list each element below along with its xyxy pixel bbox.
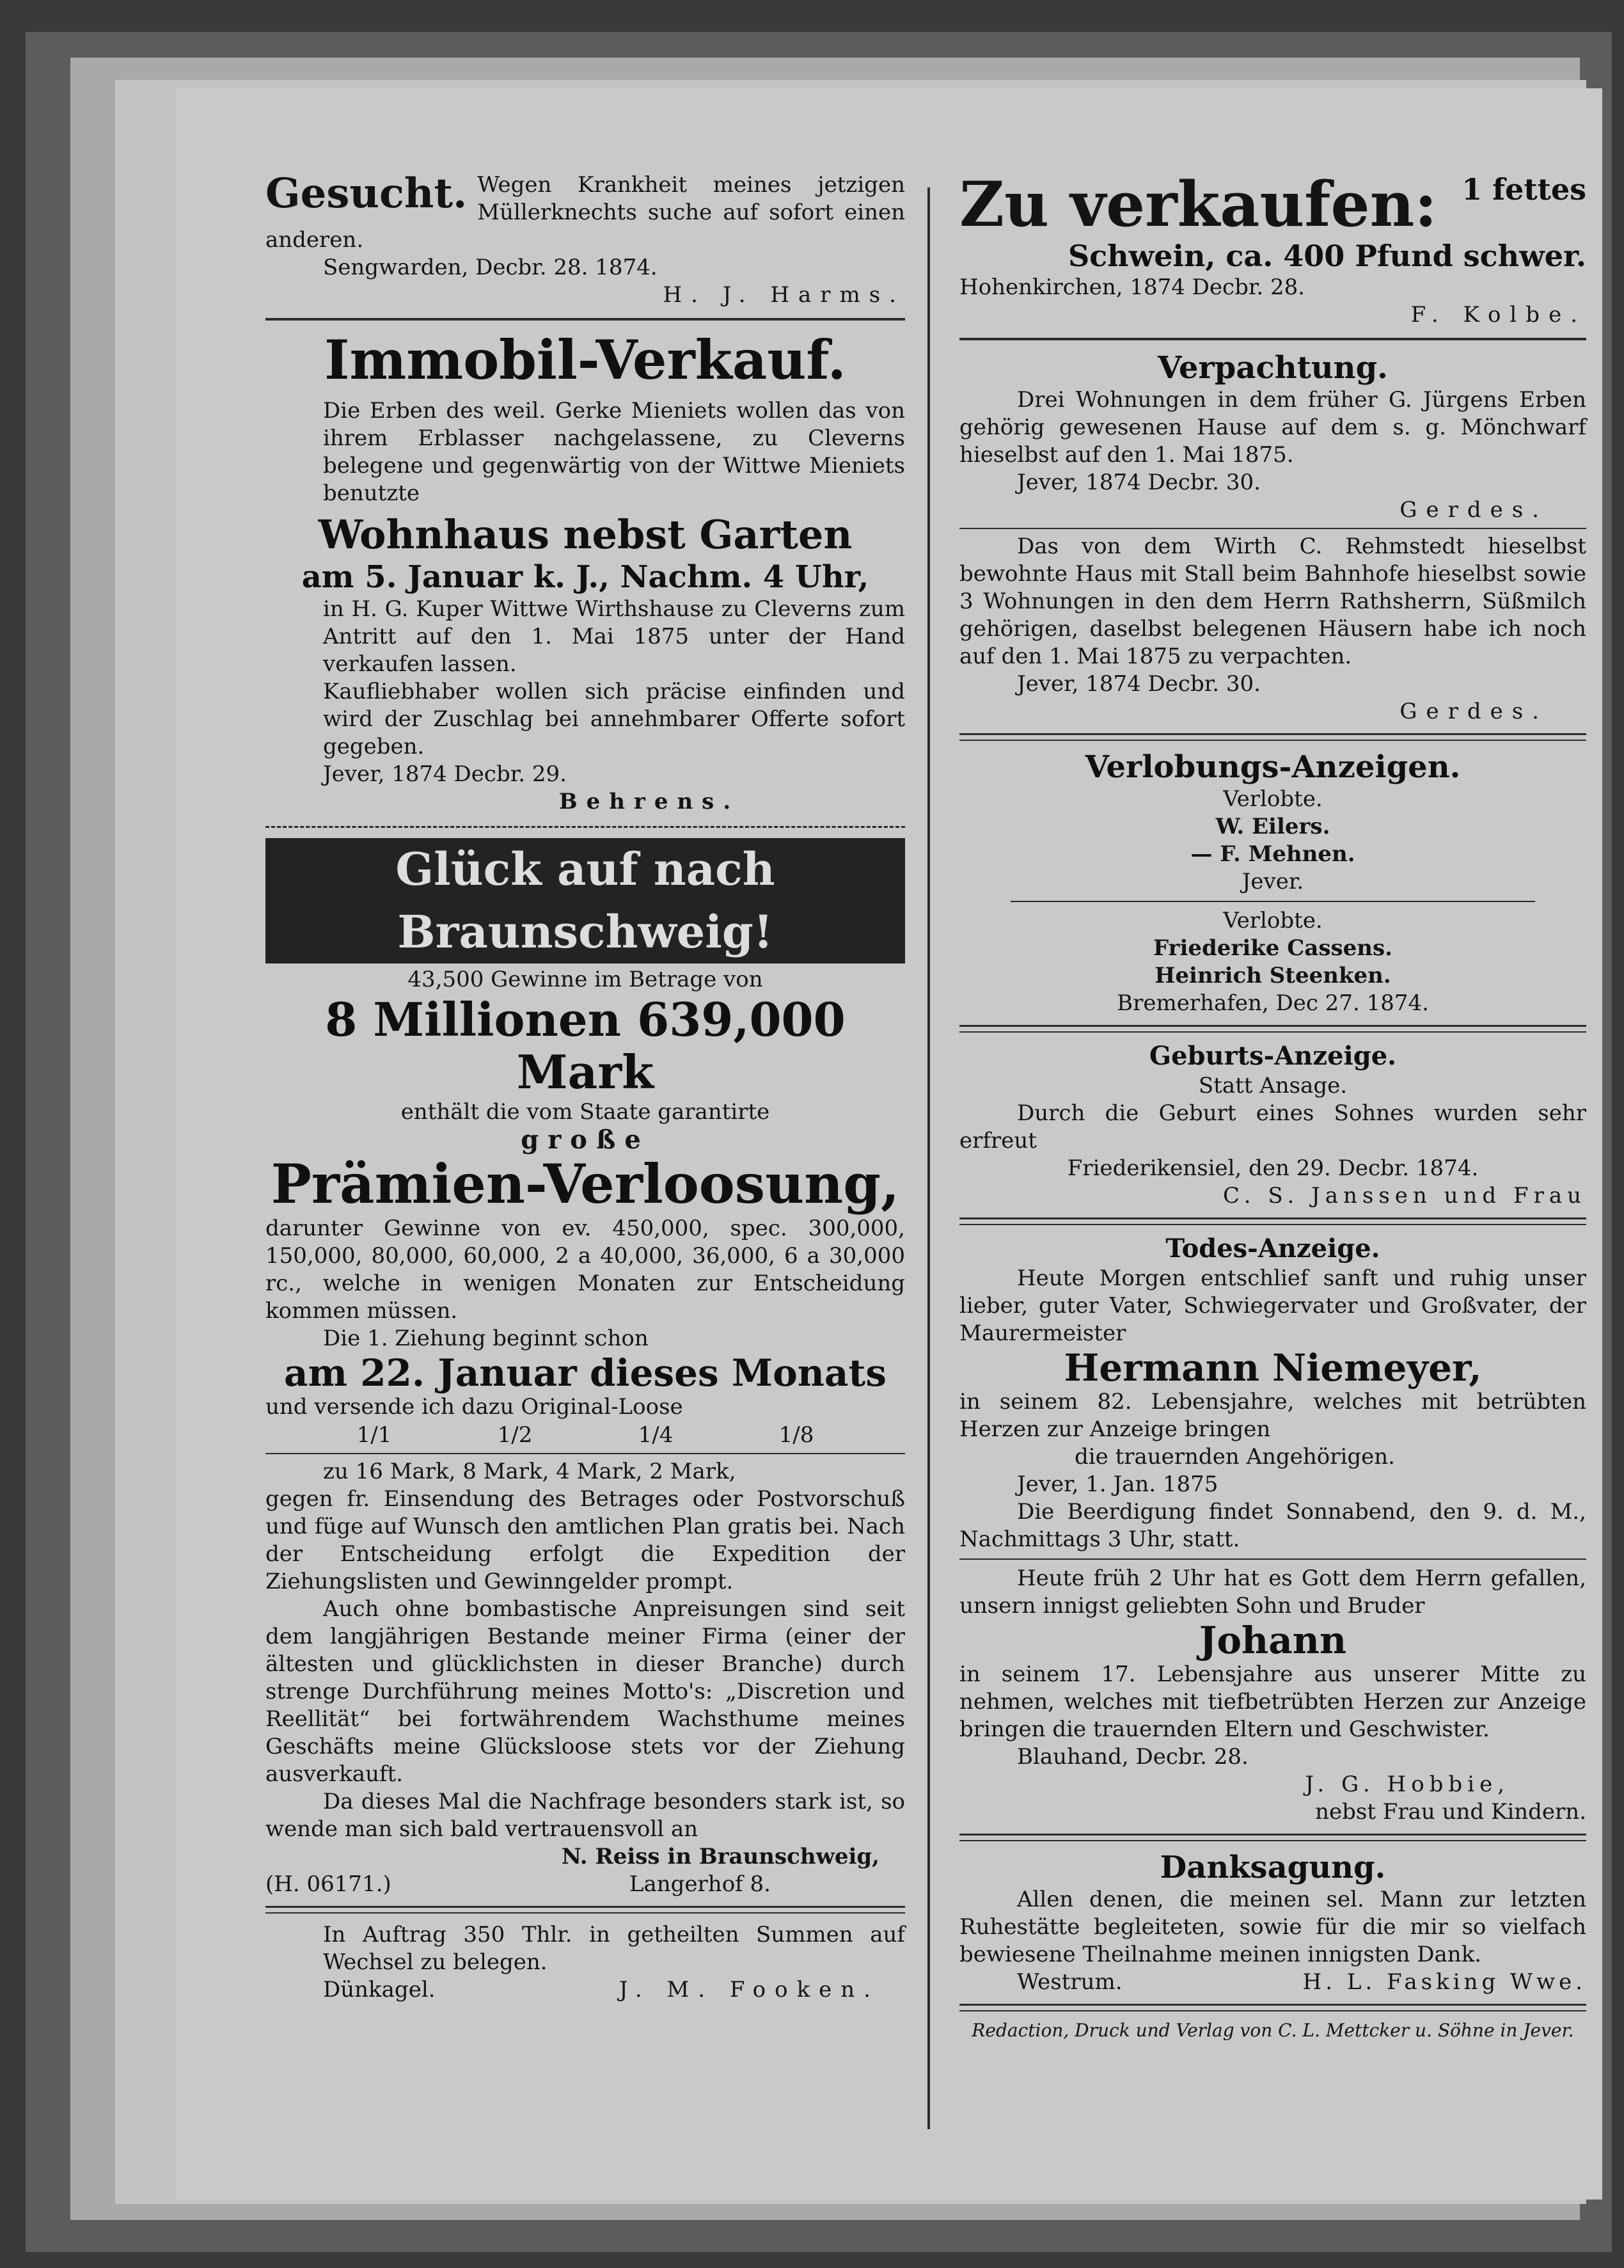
place-date: Bremerhafen, Dec 27. 1874. — [1117, 990, 1429, 1016]
ad-immobil — [265, 329, 905, 816]
ad-text: Wegen Krankheit meines jetzigen Müllerknechts suche auf sofort einen anderen. — [265, 172, 905, 253]
ad-title: Prämien-Verloosung, — [271, 1152, 900, 1216]
ad-title: Gesucht. — [265, 170, 468, 218]
newspaper-page — [176, 88, 1602, 2200]
ad-text: in H. G. Kuper Wittwe Wirthshause zu Cleverns zum Antritt auf den 1. Mai 1875 unter der Hand verkaufen lassen. — [323, 596, 905, 677]
big-amount: 8 Millionen 639,000 Mark — [325, 992, 846, 1099]
signature: H. J. Harms. — [663, 282, 905, 308]
ad-lotterie — [265, 838, 905, 1898]
ad-geburt — [959, 1040, 1586, 1210]
ad-text: Kaufliebhaber wollen sich präcise einfinden und wird der Zuschlag bei annehmbarer Offerte sofort gegeben. — [323, 679, 905, 759]
divider — [265, 1453, 905, 1454]
ad-title: Geburts-Anzeige. — [1149, 1041, 1397, 1071]
ad-title: Zu verkaufen: — [959, 168, 1437, 241]
ad-text: In Auftrag 350 Thlr. in getheilten Summen auf Wechsel zu belegen. — [323, 1922, 905, 1975]
grosse-label: große — [521, 1125, 650, 1155]
label: Verlobte. — [1223, 786, 1323, 812]
fraction: 1/2 — [497, 1422, 533, 1448]
ad-text: Drei Wohnungen in dem früher G. Jürgens Erben gehörig gewesenen Hause auf dem s. g. Mönchwarf hieselbst auf den 1. Mai 1875. — [959, 387, 1586, 468]
place-date: Hohenkirchen, 1874 Decbr. 28. — [959, 274, 1305, 300]
ad-todes — [959, 1233, 1586, 1553]
place: Dünkagel. — [323, 1977, 436, 2002]
ad-verpachtung — [959, 349, 1586, 726]
ad-text: Heute Morgen entschlief sanft und ruhig unser lieber, guter Vater, Schwiegervater und Großvater, der Maurermeister — [959, 1265, 1586, 1346]
date-headline: am 22. Januar dieses Monats — [284, 1351, 887, 1395]
signature: J. G. Hobbie, — [1305, 1772, 1510, 1797]
signature: Gerdes. — [1399, 699, 1548, 724]
divider — [1011, 901, 1535, 902]
signature: C. S. Janssen und Frau — [1222, 1183, 1586, 1209]
ad-text: und versende ich dazu Original-Loose — [265, 1394, 683, 1420]
name-headline: Johann — [1199, 1619, 1347, 1662]
name: Heinrich Steenken. — [1155, 963, 1391, 988]
ad-text: darunter Gewinne von ev. 450,000, spec. 300,000, 150,000, 80,000, 60,000, 2 a 40,000, 36,000, 6 a 30,000 rc., welche in wenigen Monaten zur Entscheidung kommen müssen. — [265, 1216, 905, 1324]
signature: F. Kolbe. — [1410, 302, 1586, 328]
divider — [959, 733, 1586, 741]
place-date: Jever, 1874 Decbr. 30. — [1017, 470, 1261, 495]
ad-text: Die Beerdigung findet Sonnabend, den 9. d. M., Nachmittags 3 Uhr, statt. — [959, 1499, 1586, 1552]
ad-text: Die Erben des weil. Gerke Mieniets wollen das von ihrem Erblasser nachgelassene, zu Cleverns belegene und gegenwärtig von der Wittwe Mieniets benutzte — [323, 398, 905, 506]
signature: H. L. Fasking Wwe. — [1302, 1969, 1586, 1995]
ad-text: Da dieses Mal die Nachfrage besonders stark ist, so wende man sich bald vertrauensvoll an — [265, 1789, 905, 1842]
divider — [265, 1906, 905, 1914]
place: Westrum. — [1017, 1969, 1123, 1995]
label: Statt Ansage. — [1198, 1073, 1348, 1098]
column-divider — [927, 187, 930, 2129]
place-date: Friederikensiel, den 29. Decbr. 1874. — [1067, 1155, 1479, 1181]
ad-text: 1 fettes Schwein, ca. 400 Pfund schwer. — [1068, 172, 1586, 273]
ad-text: Das von dem Wirth C. Rehmstedt hieselbst bewohnte Haus mit Stall beim Bahnhofe hieselbst sowie 3 Wohnungen in den dem Herrn Rathsherrn, Süßmilch gehörigen, daselbst belegenen Häusern habe ich noch auf den 1. Mai 1875 zu verpachten. — [959, 534, 1586, 669]
label: Verlobte. — [1223, 908, 1323, 933]
name: — F. Mehnen. — [1190, 841, 1355, 867]
place: Jever. — [1242, 869, 1304, 894]
banner-title: Glück auf nach Braunschweig! — [265, 838, 905, 964]
signature: Behrens. — [558, 789, 740, 814]
ad-auftrag — [265, 1921, 905, 2004]
divider — [959, 338, 1586, 340]
ad-text: Auch ohne bombastische Anpreisungen sind seit dem langjährigen Bestande meiner Firma (einer der ältesten und glücklichsten in dieser Branche) durch strenge Durchführung meines Motto's: „Discretion und Reellität“ bei fortwährendem Wachsthume meines Geschäfts meine Glücksloose stets vor der Ziehung ausverkauft. — [265, 1596, 905, 1787]
divider — [959, 1025, 1586, 1033]
ad-title: Verpachtung. — [1158, 350, 1388, 386]
fraction: 1/8 — [778, 1422, 814, 1448]
divider — [959, 528, 1586, 529]
ad-text: gegen fr. Einsendung des Betrages oder Postvorschuß und füge auf Wunsch den amtlichen Plan gratis bei. Nach der Entscheidung erfolgt die Expedition der Ziehungslisten und Gewinngelder prompt. — [265, 1486, 905, 1594]
fraction: 1/1 — [356, 1422, 392, 1448]
ad-johann — [959, 1565, 1586, 1826]
headline-date: am 5. Januar k. J., Nachm. 4 Uhr, — [301, 559, 869, 595]
address: Langerhof 8. — [629, 1871, 771, 1897]
code: (H. 06171.) — [265, 1871, 391, 1897]
ad-text: in seinem 82. Lebensjahre, welches mit betrübten Herzen zur Anzeige bringen — [959, 1389, 1586, 1442]
ad-gesucht — [265, 171, 905, 309]
signature: Gerdes. — [1399, 497, 1548, 523]
divider — [265, 318, 905, 321]
ad-text: Die 1. Ziehung beginnt schon — [323, 1326, 649, 1351]
ad-title: Verlobungs-Anzeigen. — [1085, 749, 1461, 785]
divider — [959, 1217, 1586, 1225]
impressum: Redaction, Druck und Verlag von C. L. Mettcker u. Söhne in Jever. — [972, 2020, 1574, 2041]
right-column — [959, 168, 1586, 2042]
place-date: Jever, 1874 Decbr. 30. — [1017, 671, 1261, 697]
fraction: 1/4 — [638, 1422, 674, 1448]
name-headline: Hermann Niemeyer, — [1064, 1346, 1482, 1390]
ad-title: Immobil-Verkauf. — [324, 328, 846, 392]
fraction-row — [265, 1421, 905, 1449]
ad-text: 43,500 Gewinne im Betrage von — [407, 967, 763, 992]
ad-zu-verkaufen — [959, 168, 1586, 329]
ad-title: Todes-Anzeige. — [1165, 1233, 1380, 1264]
ad-danksagung — [959, 1849, 1586, 1996]
place-date: Jever, 1874 Decbr. 29. — [323, 761, 567, 787]
ad-text: Allen denen, die meinen sel. Mann zur letzten Ruhestätte begleiteten, sowie für die mir so vielfach bewiesene Theilnahme meinen innigsten Dank. — [959, 1887, 1586, 1967]
name: Friederike Cassens. — [1153, 935, 1392, 961]
divider — [959, 2004, 1586, 2011]
ad-text: enthält die vom Staate garantirte — [400, 1099, 770, 1125]
signature-2: nebst Frau und Kindern. — [1315, 1799, 1586, 1825]
ad-text: die trauernden Angehörigen. — [1075, 1444, 1395, 1470]
place-date: Jever, 1. Jan. 1875 — [1017, 1471, 1218, 1497]
ad-verlobung — [959, 749, 1586, 1017]
signature: J. M. Fooken. — [619, 1977, 879, 2002]
ad-text: in seinem 17. Lebensjahre aus unserer Mitte zu nehmen, welches mit tiefbetrübten Herzen zur Anzeige bringen die trauernden Eltern und Geschwister. — [959, 1661, 1586, 1742]
headline: Wohnhaus nebst Garten — [318, 511, 853, 558]
divider — [959, 1558, 1586, 1560]
left-column — [265, 171, 905, 2004]
name: W. Eilers. — [1215, 814, 1330, 839]
divider — [265, 826, 905, 828]
ad-text: Heute früh 2 Uhr hat es Gott dem Herrn gefallen, unsern innigst geliebten Sohn und Bruder — [959, 1566, 1586, 1619]
prices: zu 16 Mark, 8 Mark, 4 Mark, 2 Mark, — [323, 1459, 736, 1484]
place-date: Blauhand, Decbr. 28. — [1017, 1744, 1249, 1770]
ad-text: Durch die Geburt eines Sohnes wurden sehr erfreut — [959, 1100, 1586, 1154]
ad-title: Danksagung. — [1160, 1850, 1386, 1885]
place-date: Sengwarden, Decbr. 28. 1874. — [323, 255, 658, 280]
sender: N. Reiss in Braunschweig, — [561, 1844, 879, 1869]
divider — [959, 1834, 1586, 1841]
